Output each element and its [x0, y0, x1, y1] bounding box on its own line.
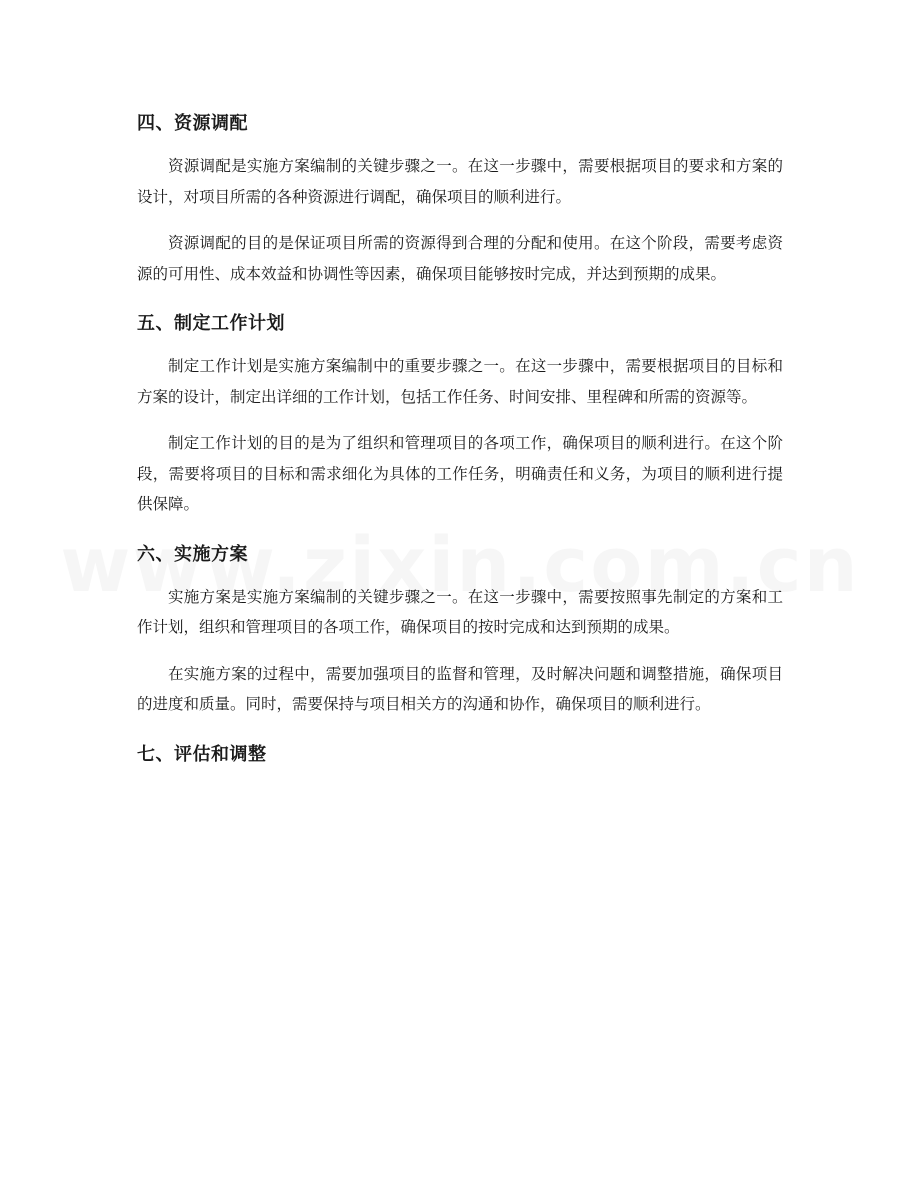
paragraph: 实施方案是实施方案编制的关键步骤之一。在这一步骤中，需要按照事先制定的方案和工作计划，组织和管理项目的各项工作，确保项目的按时完成和达到预期的成果。	[137, 587, 783, 636]
section-work-plan	[137, 304, 783, 520]
paragraph: 资源调配的目的是保证项目所需的资源得到合理的分配和使用。在这个阶段，需要考虑资源的可用性、成本效益和协调性等因素，确保项目能够按时完成，并达到预期的成果。	[137, 234, 783, 283]
section-heading: 七、评估和调整	[137, 743, 267, 765]
section-resource-allocation	[137, 104, 783, 289]
document-body	[137, 104, 783, 775]
section-implementation	[137, 535, 783, 720]
paragraph: 制定工作计划的目的是为了组织和管理项目的各项工作，确保项目的顺利进行。在这个阶段，需要将项目的目标和需求细化为具体的工作任务，明确责任和义务，为项目的顺利进行提供保障。	[137, 434, 783, 513]
paragraph: 制定工作计划是实施方案编制中的重要步骤之一。在这一步骤中，需要根据项目的目标和方案的设计，制定出详细的工作计划，包括工作任务、时间安排、里程碑和所需的资源等。	[137, 357, 783, 406]
paragraph: 资源调配是实施方案编制的关键步骤之一。在这一步骤中，需要根据项目的要求和方案的设计，对项目所需的各种资源进行调配，确保项目的顺利进行。	[137, 157, 783, 206]
section-heading: 五、制定工作计划	[137, 313, 285, 334]
section-heading: 六、实施方案	[137, 543, 248, 565]
paragraph: 在实施方案的过程中，需要加强项目的监督和管理，及时解决问题和调整措施，确保项目的进度和质量。同时，需要保持与项目相关方的沟通和协作，确保项目的顺利进行。	[137, 664, 783, 713]
section-heading: 四、资源调配	[137, 113, 248, 134]
section-evaluation	[137, 735, 783, 775]
